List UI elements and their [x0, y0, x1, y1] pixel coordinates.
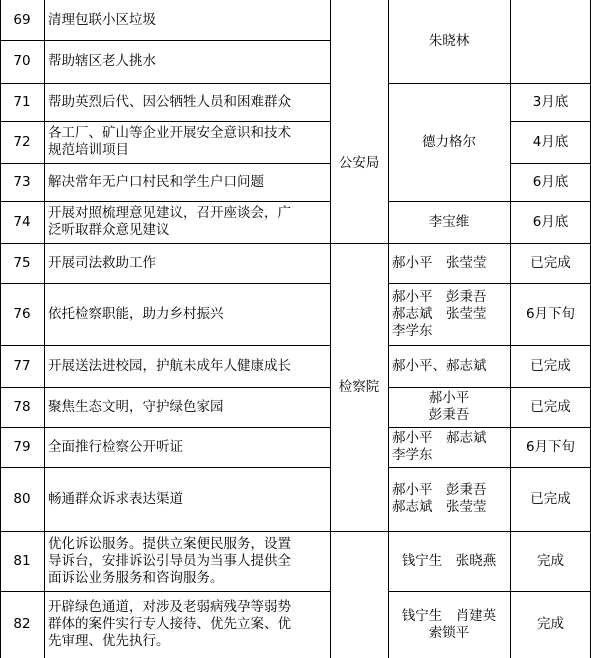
row-69-item: 清理包联小区垃圾 [48, 11, 156, 28]
grid-line [0, 345, 330, 346]
grid-line [0, 0, 1, 658]
row-69-number: 69 [13, 11, 31, 28]
row-70-item: 帮助辖区老人挑水 [48, 53, 156, 69]
row-79-item: 全面推行检察公开听证 [48, 438, 183, 455]
grid-line [510, 0, 511, 658]
time-71: 3月底 [532, 93, 569, 110]
responsible-75: 郝小平 张莹莹 [392, 254, 487, 271]
grid-line [0, 243, 330, 244]
time-79: 6月下旬 [525, 438, 576, 455]
department-police: 公安局 [338, 154, 380, 171]
row-80-number: 80 [13, 490, 31, 507]
grid-line [0, 387, 330, 388]
responsible-82: 钱宁生 肖建英 索锁平 [401, 607, 497, 641]
time-75: 已完成 [530, 254, 571, 271]
row-74-number: 74 [13, 213, 31, 230]
grid-line [510, 201, 591, 202]
responsible-71-73: 德力格尔 [422, 133, 476, 150]
row-70-number: 70 [13, 53, 31, 69]
row-75-item: 开展司法救助工作 [48, 254, 156, 271]
grid-line [388, 283, 510, 284]
grid-line [0, 591, 330, 592]
grid-line [510, 345, 591, 346]
grid-line [0, 467, 330, 468]
responsible-79: 郝小平 郝志斌 李学东 [392, 430, 487, 463]
grid-line [388, 201, 510, 202]
grid-line [510, 591, 591, 592]
row-72-number: 72 [13, 133, 31, 150]
grid-line [388, 591, 510, 592]
grid-line [0, 83, 330, 84]
grid-line [510, 243, 591, 244]
grid-line [0, 283, 330, 284]
time-80: 已完成 [530, 490, 571, 507]
row-73-number: 73 [13, 173, 31, 190]
responsible-78: 郝小平 彭秉吾 [428, 390, 470, 423]
row-71-item: 帮助英烈后代、因公牺牲人员和困难群众 [48, 93, 291, 110]
grid-line [330, 531, 388, 532]
time-82: 完成 [537, 616, 564, 632]
grid-line [388, 0, 389, 658]
row-74-item: 开展对照梳理意见建议，召开座谈会，广 泛听取群众意见建议 [48, 205, 291, 238]
grid-line [330, 243, 388, 244]
responsible-74: 李宝维 [428, 213, 470, 230]
grid-line [510, 163, 591, 164]
responsible-69-70: 朱晓林 [428, 33, 470, 49]
row-72-item: 各工厂、矿山等企业开展安全意识和技术 规范培训项目 [48, 125, 291, 158]
row-79-number: 79 [13, 438, 31, 455]
time-76: 6月下旬 [525, 305, 576, 322]
row-75-number: 75 [13, 254, 31, 271]
grid-line [0, 201, 330, 202]
grid-line [388, 345, 510, 346]
grid-line [44, 0, 45, 658]
grid-line [510, 283, 591, 284]
grid-line [330, 0, 331, 658]
row-82-number: 82 [13, 616, 31, 632]
grid-line [0, 121, 330, 122]
grid-line [388, 467, 510, 468]
grid-line [388, 387, 510, 388]
time-78: 已完成 [530, 398, 571, 415]
responsible-80: 郝小平 彭秉吾 郝志斌 张莹莹 [392, 482, 487, 515]
department-procuratorate: 检察院 [338, 378, 380, 395]
row-76-number: 76 [13, 305, 31, 322]
grid-line [510, 121, 591, 122]
time-72: 4月底 [532, 133, 569, 150]
row-81-number: 81 [13, 552, 31, 569]
grid-line [510, 531, 591, 532]
grid-line [510, 387, 591, 388]
row-80-item: 畅通群众诉求表达渠道 [48, 490, 183, 507]
grid-line [388, 243, 510, 244]
row-78-number: 78 [13, 398, 31, 415]
grid-line [0, 531, 330, 532]
row-77-number: 77 [13, 357, 31, 374]
grid-line [510, 467, 591, 468]
grid-line [0, 40, 330, 41]
responsible-76: 郝小平 彭秉吾 郝志斌 张莹莹 李学东 [392, 288, 487, 339]
grid-line [0, 163, 330, 164]
row-73-item: 解决常年无户口村民和学生户口问题 [48, 173, 264, 190]
responsible-77: 郝小平、郝志斌 [392, 357, 487, 374]
row-77-item: 开展送法进校园，护航未成年人健康成长 [48, 357, 291, 374]
grid-line [510, 427, 591, 428]
time-81: 完成 [537, 552, 564, 569]
row-78-item: 聚焦生态文明，守护绿色家园 [48, 398, 224, 415]
grid-line [388, 531, 510, 532]
time-77: 已完成 [530, 357, 571, 374]
grid-line [388, 83, 510, 84]
time-73: 6月底 [532, 173, 569, 190]
time-74: 6月底 [532, 213, 569, 230]
grid-line [0, 427, 330, 428]
row-82-item: 开辟绿色通道，对涉及老弱病残孕等弱势 群体的案件实行专人接待、优先立案、优 先审理、优先执行。 [48, 599, 291, 649]
row-76-item: 依托检察职能，助力乡村振兴 [48, 305, 224, 322]
grid-line [388, 427, 510, 428]
grid-line [510, 83, 591, 84]
row-81-item: 优化诉讼服务。提供立案便民服务，设置 导诉台，安排诉讼引导员为当事人提供全 面诉讼业务服务和咨询服务。 [48, 535, 291, 586]
row-71-number: 71 [13, 93, 31, 110]
responsible-81: 钱宁生 张晓燕 [401, 552, 497, 569]
